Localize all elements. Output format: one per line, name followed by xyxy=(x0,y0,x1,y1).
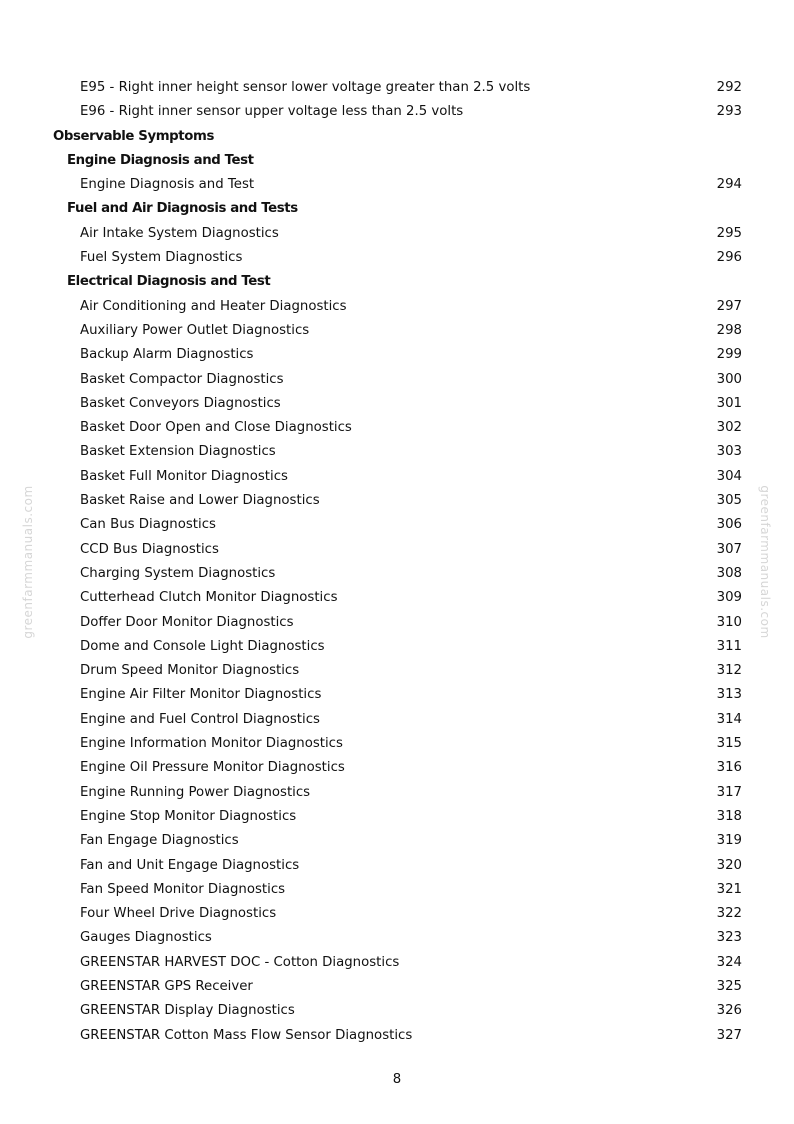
toc-entry-page-number: 306 xyxy=(716,517,742,533)
toc-entry-page-number: 309 xyxy=(716,590,742,606)
toc-entry-page-number: 296 xyxy=(716,250,742,266)
toc-entry-title: GREENSTAR Display Diagnostics xyxy=(80,1003,295,1019)
toc-entry[interactable] xyxy=(0,659,794,683)
toc-entry-title: CCD Bus Diagnostics xyxy=(80,541,219,557)
toc-entry-title: Charging System Diagnostics xyxy=(80,565,276,581)
toc-entry[interactable] xyxy=(0,781,794,805)
toc-entry-page-number: 307 xyxy=(716,541,742,557)
toc-entry-page-number: 327 xyxy=(716,1027,742,1043)
toc-entry-title: Dome and Console Light Diagnostics xyxy=(80,638,325,654)
watermark-right: greenfarmmanuals.com xyxy=(758,485,772,639)
toc-entry[interactable] xyxy=(0,76,794,100)
toc-entry-page-number: 314 xyxy=(716,711,742,727)
toc-entry-page-number: 326 xyxy=(716,1003,742,1019)
toc-entry-title: Fan and Unit Engage Diagnostics xyxy=(80,857,300,873)
toc-entry-title: Gauges Diagnostics xyxy=(80,930,212,946)
toc-entry[interactable] xyxy=(0,489,794,513)
toc-section-heading xyxy=(0,125,794,149)
toc-entry-title: Fan Engage Diagnostics xyxy=(80,833,239,849)
toc-entry[interactable] xyxy=(0,756,794,780)
toc-entry-title: Engine Diagnosis and Test xyxy=(80,177,255,193)
toc-entry-page-number: 292 xyxy=(716,80,742,95)
toc-entry-title: E96 - Right inner sensor upper voltage less than 2.5 volts xyxy=(80,104,464,120)
toc-entry-page-number: 294 xyxy=(716,177,742,193)
toc-entry-title: Engine and Fuel Control Diagnostics xyxy=(80,711,320,727)
toc-entry-page-number: 293 xyxy=(716,104,742,120)
toc-entry[interactable] xyxy=(0,440,794,464)
toc-entry-title: Engine Oil Pressure Monitor Diagnostics xyxy=(80,760,345,776)
toc-entry[interactable] xyxy=(0,368,794,392)
toc-entry-title: Fuel and Air Diagnosis and Tests xyxy=(67,201,298,217)
toc-section-heading xyxy=(0,149,794,173)
toc-entry-title: E95 - Right inner height sensor lower voltage greater than 2.5 volts xyxy=(80,80,531,95)
toc-entry-page-number: 308 xyxy=(716,565,742,581)
toc-entry-title: Auxiliary Power Outlet Diagnostics xyxy=(80,322,310,338)
toc-entry-title: Observable Symptoms xyxy=(53,128,214,144)
toc-entry-page-number: 299 xyxy=(716,347,742,363)
toc-entry-title: Engine Stop Monitor Diagnostics xyxy=(80,808,297,824)
toc-entry-page-number: 322 xyxy=(716,906,742,922)
toc-entry-title: Engine Information Monitor Diagnostics xyxy=(80,736,343,752)
toc-entry-page-number: 313 xyxy=(716,687,742,703)
toc-entry-title: Fan Speed Monitor Diagnostics xyxy=(80,881,286,897)
toc-entry[interactable] xyxy=(0,611,794,635)
toc-entry[interactable] xyxy=(0,319,794,343)
toc-entry-page-number: 319 xyxy=(716,833,742,849)
toc-entry-title: Basket Extension Diagnostics xyxy=(80,444,276,460)
toc-entry-title: Basket Conveyors Diagnostics xyxy=(80,395,281,411)
toc-entry[interactable] xyxy=(0,1024,794,1048)
toc-entry-title: Basket Compactor Diagnostics xyxy=(80,371,284,387)
toc-entry-page-number: 318 xyxy=(716,808,742,824)
toc-entry-title: Basket Full Monitor Diagnostics xyxy=(80,468,288,484)
toc-entry-page-number: 310 xyxy=(716,614,742,630)
toc-entry-page-number: 317 xyxy=(716,784,742,800)
toc-entry-page-number: 312 xyxy=(716,663,742,679)
toc-entry-page-number: 295 xyxy=(716,225,742,241)
toc-entry-page-number: 321 xyxy=(716,881,742,897)
toc-entry[interactable] xyxy=(0,805,794,829)
toc-entry-title: Engine Air Filter Monitor Diagnostics xyxy=(80,687,322,703)
toc-entry[interactable] xyxy=(0,926,794,950)
toc-entry-page-number: 297 xyxy=(716,298,742,314)
toc-entry[interactable] xyxy=(0,683,794,707)
toc-entry-title: Electrical Diagnosis and Test xyxy=(67,274,271,290)
toc-entry[interactable] xyxy=(0,343,794,367)
toc-entry-title: Cutterhead Clutch Monitor Diagnostics xyxy=(80,590,338,606)
toc-entry-page-number: 302 xyxy=(716,420,742,436)
toc-entry-title: GREENSTAR HARVEST DOC - Cotton Diagnostics xyxy=(80,954,400,970)
toc-entry[interactable] xyxy=(0,902,794,926)
toc-entry[interactable] xyxy=(0,586,794,610)
toc-entry-title: Basket Raise and Lower Diagnostics xyxy=(80,493,320,509)
toc-entry-title: Engine Diagnosis and Test xyxy=(67,152,254,168)
toc-entry-title: Can Bus Diagnostics xyxy=(80,517,216,533)
toc-entry-page-number: 301 xyxy=(716,395,742,411)
table-of-contents xyxy=(0,76,794,1048)
toc-entry-page-number: 325 xyxy=(716,978,742,994)
toc-entry[interactable] xyxy=(0,708,794,732)
toc-entry-page-number: 320 xyxy=(716,857,742,873)
toc-entry-title: Drum Speed Monitor Diagnostics xyxy=(80,663,300,679)
toc-entry-title: Fuel System Diagnostics xyxy=(80,250,243,266)
toc-entry-page-number: 305 xyxy=(716,493,742,509)
toc-entry[interactable] xyxy=(0,538,794,562)
toc-entry[interactable] xyxy=(0,246,794,270)
toc-entry-title: Doffer Door Monitor Diagnostics xyxy=(80,614,294,630)
toc-entry[interactable] xyxy=(0,392,794,416)
toc-entry-page-number: 304 xyxy=(716,468,742,484)
toc-section-heading xyxy=(0,197,794,221)
watermark-left: greenfarmmanuals.com xyxy=(21,485,35,639)
toc-entry[interactable] xyxy=(0,513,794,537)
toc-entry-page-number: 316 xyxy=(716,760,742,776)
toc-entry[interactable] xyxy=(0,951,794,975)
toc-entry-page-number: 315 xyxy=(716,736,742,752)
toc-entry-page-number: 300 xyxy=(716,371,742,387)
toc-entry-page-number: 323 xyxy=(716,930,742,946)
toc-entry-title: GREENSTAR GPS Receiver xyxy=(80,978,253,994)
toc-entry[interactable] xyxy=(0,100,794,124)
toc-entry-page-number: 324 xyxy=(716,954,742,970)
toc-entry-title: GREENSTAR Cotton Mass Flow Sensor Diagnostics xyxy=(80,1027,413,1043)
toc-entry-title: Air Intake System Diagnostics xyxy=(80,225,279,241)
toc-entry-page-number: 311 xyxy=(716,638,742,654)
toc-entry-page-number: 298 xyxy=(716,322,742,338)
toc-entry-title: Backup Alarm Diagnostics xyxy=(80,347,254,363)
toc-entry-title: Basket Door Open and Close Diagnostics xyxy=(80,420,352,436)
toc-entry-title: Four Wheel Drive Diagnostics xyxy=(80,906,277,922)
toc-entry[interactable] xyxy=(0,416,794,440)
toc-entry[interactable] xyxy=(0,878,794,902)
toc-section-heading xyxy=(0,270,794,294)
toc-entry[interactable] xyxy=(0,295,794,319)
toc-entry[interactable] xyxy=(0,854,794,878)
toc-entry-title: Engine Running Power Diagnostics xyxy=(80,784,311,800)
page-number: 8 xyxy=(392,1072,402,1087)
toc-entry[interactable] xyxy=(0,829,794,853)
toc-entry[interactable] xyxy=(0,635,794,659)
toc-entry[interactable] xyxy=(0,222,794,246)
toc-entry[interactable] xyxy=(0,562,794,586)
toc-entry[interactable] xyxy=(0,173,794,197)
toc-entry-title: Air Conditioning and Heater Diagnostics xyxy=(80,298,347,314)
toc-entry-page-number: 303 xyxy=(716,444,742,460)
toc-entry[interactable] xyxy=(0,999,794,1023)
toc-entry[interactable] xyxy=(0,465,794,489)
toc-entry[interactable] xyxy=(0,975,794,999)
toc-entry[interactable] xyxy=(0,732,794,756)
